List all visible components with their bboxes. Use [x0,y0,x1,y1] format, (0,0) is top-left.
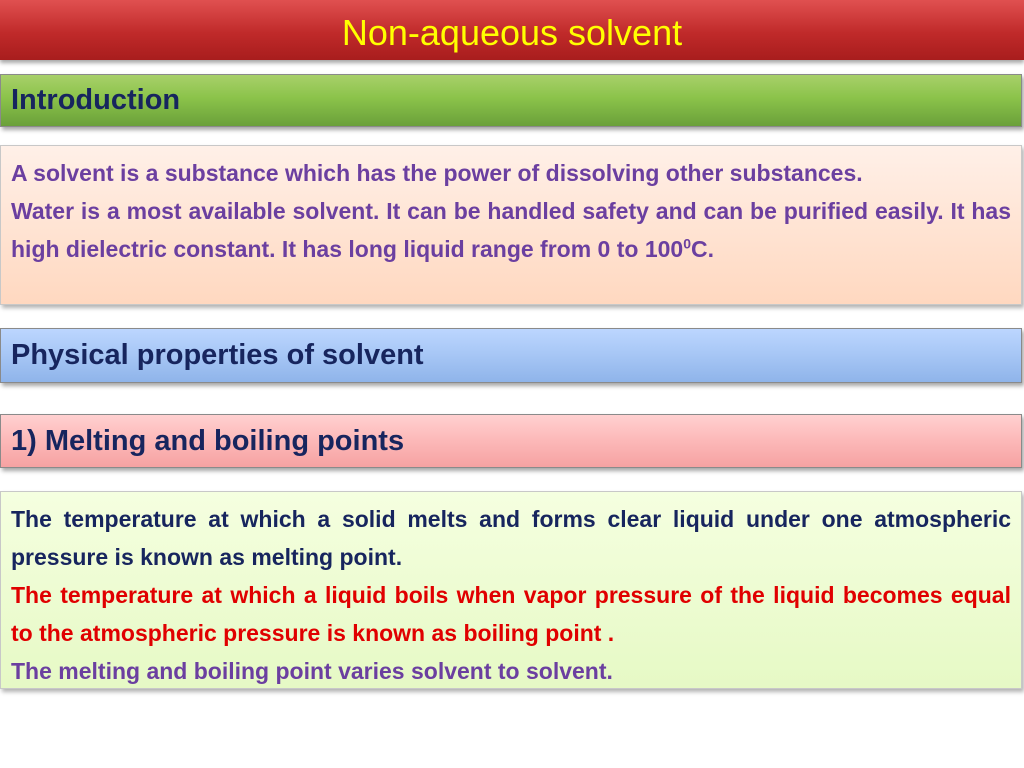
melting-boiling-heading: 1) Melting and boiling points [11,424,405,457]
solvent-definition: A solvent is a substance which has the power of dissolving other substances. [11,160,863,186]
water-text-end: C. [691,236,715,262]
melting-boiling-header [0,414,1022,468]
introduction-heading: Introduction [11,84,181,116]
variation-statement: The melting and boiling point varies solvent to solvent. [11,658,613,684]
physical-properties-header [0,328,1022,383]
physical-properties-heading: Physical properties of solvent [11,339,424,371]
introduction-box [0,145,1022,305]
title-bar [0,0,1024,60]
slide-title: Non-aqueous solvent [341,12,683,53]
water-text: Water is a most available solvent. It can be handled safety and can be purified easily. It has high dielectric constant. It has long liquid range from 0 to 100 [11,198,1011,262]
water-description [11,192,1011,268]
melting-boiling-box [0,491,1022,689]
degree-superscript: 0 [683,235,692,252]
melting-point-definition: The temperature at which a solid melts and forms clear liquid under one atmospheric pressure is known as melting point. [11,506,1011,570]
introduction-header [0,74,1022,127]
boiling-point-definition: The temperature at which a liquid boils when vapor pressure of the liquid becomes equal to the atmospheric pressure is known as boiling point . [11,582,1011,646]
